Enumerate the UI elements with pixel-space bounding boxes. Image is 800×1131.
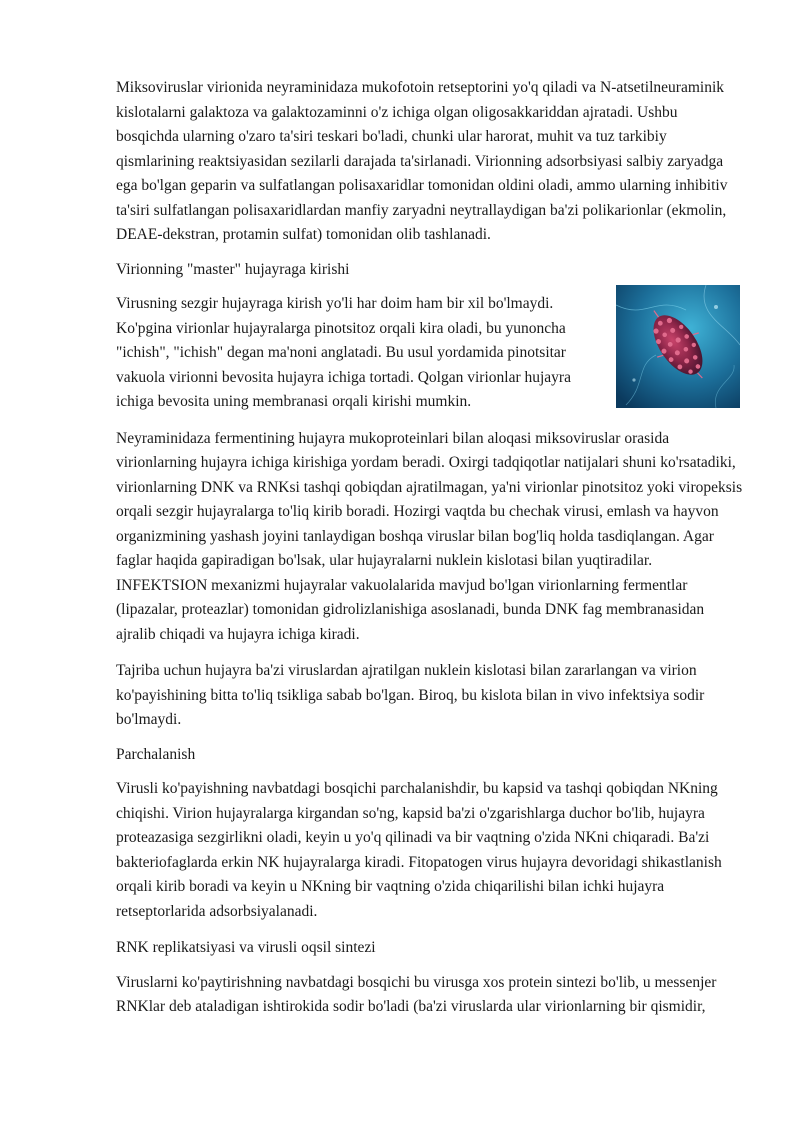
virus-image xyxy=(616,285,740,408)
section-heading-disassembly: Parchalanish xyxy=(116,745,196,763)
paragraph-entry: Virusning sezgir hujayraga kirish yo'li har doim ham bir xil bo'lmaydi. Ko'pgina virionlar hujayralarga pinotsitoz orqali kira oladi, bu yunoncha "ichish", "ichish" degan ma'noni anglatadi. Bu usul yordamida pinotsitar vakuola virionni bevosita hujayra ichiga tortadi. Qolgan virionlar hujayra ichiga bevosita uning membranasi orqali kirishi mumkin. xyxy=(116,295,571,410)
paragraph-synthesis: Viruslarni ko'paytirishning navbatdagi bosqichi bu virusga xos protein sintezi bo'lib, u messenjer RNKlar deb ataladigan ishtirokida sodir bo'ladi (ba'zi viruslarda ular virionlarning bir qismidir, xyxy=(116,973,717,1015)
entry-section xyxy=(116,292,744,415)
section-heading-replication: RNK replikatsiyasi va virusli oqsil sintezi xyxy=(116,939,376,956)
paragraph-adsorption: Miksoviruslar virionida neyraminidaza mukofotoin retseptorini yo'q qiladi va N-atsetilneuraminik kislotalarni galaktoza va galaktozaminni o'z ichiga olgan oligosakkariddan ajratadi. Ushbu bosqichda ularning o'zaro ta'siri teskari bo'ladi, chunki ular harorat, muhit va tuz tarkibiy qismlarining reaktsiyasidan sezilarli darajada ta'sirlanadi. Virionning adsorbsiyasi salbiy zaryadga ega bo'lgan geparin va sulfatlangan polisaxaridlar tomonidan oldini oladi, ammo ularning inhibitiv ta'siri sulfatlangan polisaxaridlardan manfiy zaryadni neytrallaydigan ba'zi polikarionlar (ekmolin, DEAE-dekstran, protamin sulfat) tomonidan olib tashlanadi. xyxy=(116,79,728,243)
section-heading-entry: Virionning "master" hujayraga kirishi xyxy=(116,260,350,278)
paragraph-disassembly: Virusli ko'payishning navbatdagi bosqichi parchalanishdir, bu kapsid va tashqi qobiqdan NKning chiqishi. Virion hujayralarga kirgandan so'ng, kapsid ba'zi o'zgarishlarga duchor bo'lib, hujayra proteazasiga sezgirlikni oladi, keyin u yo'q qilinadi va bir vaqtning o'zida NKni chiqaradi. Ba'zi bakteriofaglarda erkin NK hujayralarga kiradi. Fitopatogen virus hujayra devoridagi shikastlanish orqali kirib boradi va keyin u NKning bir vaqtning o'zida chiqarilishi bilan ichki hujayra retseptorlarida adsorbsiyalanadi. xyxy=(116,780,722,920)
paragraph-neuraminidase: Neyraminidaza fermentining hujayra mukoproteinlari bilan aloqasi miksoviruslar orasida virionlarning hujayra ichiga kirishiga yordam beradi. Oxirgi tadqiqotlar natijalari shuni ko'rsatadiki, virionlarning DNK va RNKsi tashqi qobiqdan ajratilmagan, ya'ni virionlar pinotsitoz yoki viropeksis orqali sezgir hujayralarga to'liq kirib boradi. Hozirgi vaqtda bu chechak virusi, emlash va hayvon organizmining yashash joyini tanlaydigan boshqa viruslar bilan bog'liq holda tasdiqlangan. Agar faglar haqida gapiradigan bo'lsak, ular hujayralarni nuklein kislotasi bilan yuqtiradilar. INFEKTSION mexanizmi hujayralar vakuolalarida mavjud bo'lgan virionlarning fermentlar (lipazalar, proteazlar) tomonidan gidrolizlanishiga asoslanadi, bunda DNK fag membranasidan ajralib chiqadi va hujayra ichiga kiradi. xyxy=(116,429,743,643)
document-page xyxy=(116,76,744,1020)
paragraph-experiment: Tajriba uchun hujayra ba'zi viruslardan ajratilgan nuklein kislotasi bilan zararlangan va virion ko'payishining bitta to'liq tsikliga sabab bo'lgan. Biroq, bu kislota bilan in vivo infektsiya sodir bo'lmaydi. xyxy=(116,662,705,728)
